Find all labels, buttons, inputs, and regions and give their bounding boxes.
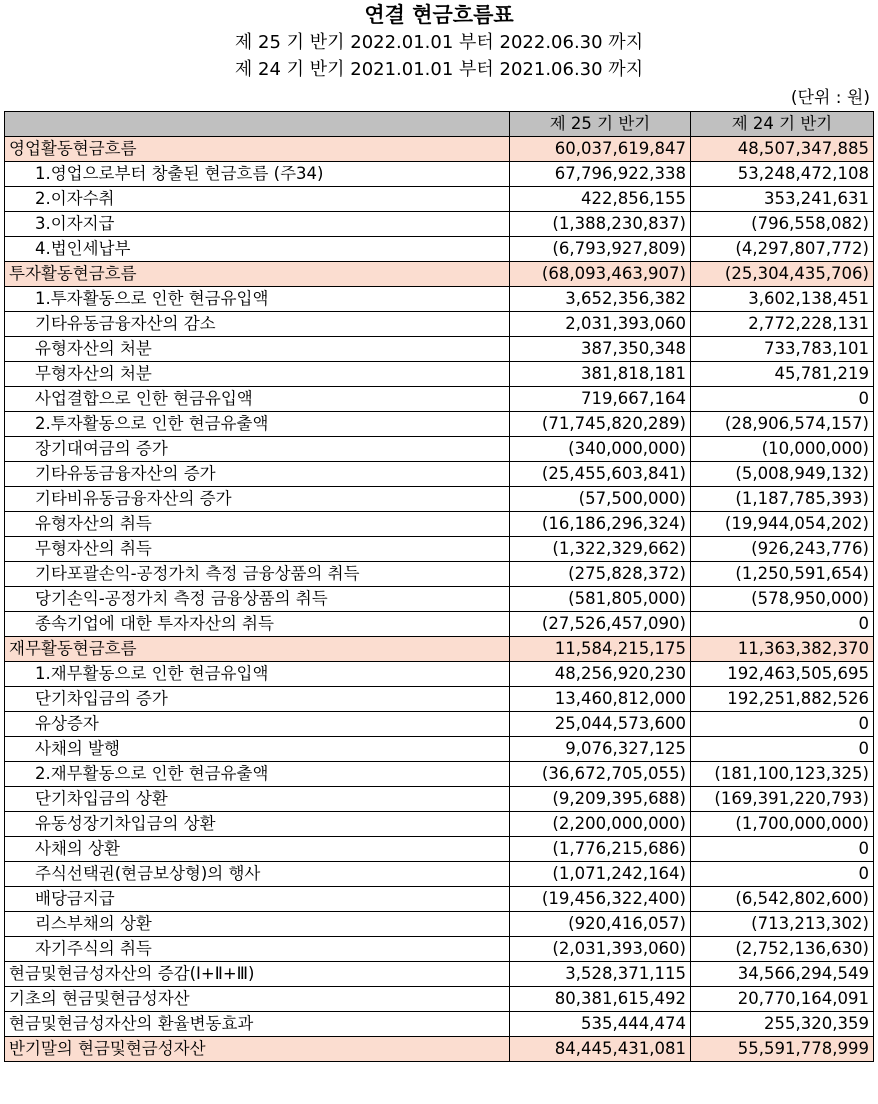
row-current-value: 11,584,215,175	[510, 637, 691, 662]
row-current-value: 535,444,474	[510, 1012, 691, 1037]
row-label: 무형자산의 처분	[5, 362, 510, 387]
statement-title: 연결 현금흐름표	[364, 3, 514, 27]
table-row	[5, 562, 874, 587]
row-previous-value: (1,187,785,393)	[691, 487, 874, 512]
row-current-value: 719,667,164	[510, 387, 691, 412]
row-current-value: (9,209,395,688)	[510, 787, 691, 812]
row-previous-value: 353,241,631	[691, 187, 874, 212]
table-row	[5, 762, 874, 787]
table-row	[5, 862, 874, 887]
row-current-value: (16,186,296,324)	[510, 512, 691, 537]
row-label: 기타비유동금융자산의 증가	[5, 487, 510, 512]
table-row	[5, 987, 874, 1012]
row-previous-value: 20,770,164,091	[691, 987, 874, 1012]
table-row	[5, 587, 874, 612]
row-label: 기타포괄손익-공정가치 측정 금융상품의 취득	[5, 562, 510, 587]
table-row	[5, 362, 874, 387]
row-previous-value: 55,591,778,999	[691, 1037, 874, 1062]
row-previous-value: 192,463,505,695	[691, 662, 874, 687]
row-current-value: 2,031,393,060	[510, 312, 691, 337]
table-row	[5, 462, 874, 487]
row-label: 단기차입금의 상환	[5, 787, 510, 812]
table-row	[5, 812, 874, 837]
row-current-value: (581,805,000)	[510, 587, 691, 612]
row-previous-value: (25,304,435,706)	[691, 262, 874, 287]
row-current-value: 3,652,356,382	[510, 287, 691, 312]
table-row	[5, 237, 874, 262]
table-row	[5, 162, 874, 187]
row-current-value: (19,456,322,400)	[510, 887, 691, 912]
row-label: 기초의 현금및현금성자산	[5, 987, 510, 1012]
row-current-value: 67,796,922,338	[510, 162, 691, 187]
row-label: 당기손익-공정가치 측정 금융상품의 취득	[5, 587, 510, 612]
row-label: 유동성장기차입금의 상환	[5, 812, 510, 837]
row-label: 영업활동현금흐름	[5, 137, 510, 162]
unit-label: (단위 : 원)	[790, 88, 870, 108]
row-label: 현금및현금성자산의 증감(Ⅰ+Ⅱ+Ⅲ)	[5, 962, 510, 987]
row-previous-value: 192,251,882,526	[691, 687, 874, 712]
row-current-value: (36,672,705,055)	[510, 762, 691, 787]
row-current-value: 84,445,431,081	[510, 1037, 691, 1062]
table-row	[5, 412, 874, 437]
row-previous-value: 255,320,359	[691, 1012, 874, 1037]
row-current-value: 60,037,619,847	[510, 137, 691, 162]
row-label: 사채의 발행	[5, 737, 510, 762]
row-label: 1.투자활동으로 인한 현금유입액	[5, 287, 510, 312]
table-row	[5, 312, 874, 337]
row-current-value: 80,381,615,492	[510, 987, 691, 1012]
table-row	[5, 712, 874, 737]
row-label: 사업결합으로 인한 현금유입액	[5, 387, 510, 412]
row-label: 유형자산의 취득	[5, 512, 510, 537]
row-previous-value: 34,566,294,549	[691, 962, 874, 987]
row-previous-value: 53,248,472,108	[691, 162, 874, 187]
table-row	[5, 962, 874, 987]
row-previous-value: 0	[691, 387, 874, 412]
row-label: 1.영업으로부터 창출된 현금흐름 (주34)	[5, 162, 510, 187]
row-previous-value: (181,100,123,325)	[691, 762, 874, 787]
row-current-value: (68,093,463,907)	[510, 262, 691, 287]
row-label: 2.재무활동으로 인한 현금유출액	[5, 762, 510, 787]
row-previous-value: 2,772,228,131	[691, 312, 874, 337]
row-current-value: 9,076,327,125	[510, 737, 691, 762]
row-current-value: 25,044,573,600	[510, 712, 691, 737]
table-row	[5, 212, 874, 237]
row-current-value: 387,350,348	[510, 337, 691, 362]
table-row	[5, 187, 874, 212]
section-row	[5, 637, 874, 662]
row-previous-value: 0	[691, 712, 874, 737]
table-row	[5, 287, 874, 312]
table-row	[5, 912, 874, 937]
table-row	[5, 487, 874, 512]
row-previous-value: (10,000,000)	[691, 437, 874, 462]
row-label: 기타유동금융자산의 감소	[5, 312, 510, 337]
row-current-value: 48,256,920,230	[510, 662, 691, 687]
row-label: 종속기업에 대한 투자자산의 취득	[5, 612, 510, 637]
row-label: 주식선택권(현금보상형)의 행사	[5, 862, 510, 887]
row-current-value: (1,071,242,164)	[510, 862, 691, 887]
row-previous-value: (796,558,082)	[691, 212, 874, 237]
row-current-value: 422,856,155	[510, 187, 691, 212]
row-previous-value: 0	[691, 862, 874, 887]
row-current-value: 3,528,371,115	[510, 962, 691, 987]
table-row	[5, 337, 874, 362]
row-current-value: (275,828,372)	[510, 562, 691, 587]
table-row	[5, 612, 874, 637]
row-current-value: (920,416,057)	[510, 912, 691, 937]
row-previous-value: (578,950,000)	[691, 587, 874, 612]
row-label: 투자활동현금흐름	[5, 262, 510, 287]
row-label: 배당금지급	[5, 887, 510, 912]
period-current: 제 25 기 반기 2022.01.01 부터 2022.06.30 까지	[234, 32, 644, 53]
row-current-value: (1,776,215,686)	[510, 837, 691, 862]
section-row	[5, 262, 874, 287]
row-label: 4.법인세납부	[5, 237, 510, 262]
row-current-value: (1,322,329,662)	[510, 537, 691, 562]
row-label: 현금및현금성자산의 환율변동효과	[5, 1012, 510, 1037]
row-current-value: (6,793,927,809)	[510, 237, 691, 262]
row-current-value: (2,031,393,060)	[510, 937, 691, 962]
row-current-value: 13,460,812,000	[510, 687, 691, 712]
row-label: 유상증자	[5, 712, 510, 737]
row-previous-value: (1,700,000,000)	[691, 812, 874, 837]
row-previous-value: (5,008,949,132)	[691, 462, 874, 487]
row-current-value: (71,745,820,289)	[510, 412, 691, 437]
row-label: 3.이자지급	[5, 212, 510, 237]
row-label: 단기차입금의 증가	[5, 687, 510, 712]
table-row	[5, 662, 874, 687]
row-current-value: (1,388,230,837)	[510, 212, 691, 237]
row-label: 재무활동현금흐름	[5, 637, 510, 662]
table-row	[5, 887, 874, 912]
table-row	[5, 512, 874, 537]
row-previous-value: 45,781,219	[691, 362, 874, 387]
row-label: 1.재무활동으로 인한 현금유입액	[5, 662, 510, 687]
cash-flow-table	[4, 111, 874, 1062]
table-row	[5, 787, 874, 812]
row-current-value: (340,000,000)	[510, 437, 691, 462]
row-previous-value: 0	[691, 737, 874, 762]
row-previous-value: 0	[691, 837, 874, 862]
table-row	[5, 387, 874, 412]
table-row	[5, 687, 874, 712]
row-label: 리스부채의 상환	[5, 912, 510, 937]
row-current-value: (25,455,603,841)	[510, 462, 691, 487]
row-previous-value: (926,243,776)	[691, 537, 874, 562]
row-previous-value: 0	[691, 612, 874, 637]
row-label: 2.이자수취	[5, 187, 510, 212]
table-row	[5, 937, 874, 962]
row-label: 반기말의 현금및현금성자산	[5, 1037, 510, 1062]
row-current-value: 381,818,181	[510, 362, 691, 387]
table-header-row	[5, 112, 874, 137]
header-label	[5, 112, 510, 137]
table-row	[5, 737, 874, 762]
table-body	[5, 137, 874, 1062]
table-row	[5, 537, 874, 562]
row-label: 기타유동금융자산의 증가	[5, 462, 510, 487]
header-previous-period: 제 24 기 반기	[691, 112, 874, 137]
row-label: 유형자산의 처분	[5, 337, 510, 362]
row-label: 자기주식의 취득	[5, 937, 510, 962]
row-previous-value: 3,602,138,451	[691, 287, 874, 312]
row-previous-value: 48,507,347,885	[691, 137, 874, 162]
row-previous-value: (4,297,807,772)	[691, 237, 874, 262]
period-previous: 제 24 기 반기 2021.01.01 부터 2021.06.30 까지	[234, 59, 644, 80]
row-previous-value: (6,542,802,600)	[691, 887, 874, 912]
row-label: 무형자산의 취득	[5, 537, 510, 562]
table-row	[5, 837, 874, 862]
row-label: 2.투자활동으로 인한 현금유출액	[5, 412, 510, 437]
row-previous-value: (2,752,136,630)	[691, 937, 874, 962]
row-label: 사채의 상환	[5, 837, 510, 862]
row-previous-value: 11,363,382,370	[691, 637, 874, 662]
row-previous-value: (713,213,302)	[691, 912, 874, 937]
table-row	[5, 1012, 874, 1037]
row-previous-value: (19,944,054,202)	[691, 512, 874, 537]
section-row	[5, 137, 874, 162]
row-previous-value: 733,783,101	[691, 337, 874, 362]
row-label: 장기대여금의 증가	[5, 437, 510, 462]
section-row	[5, 1037, 874, 1062]
row-previous-value: (169,391,220,793)	[691, 787, 874, 812]
row-current-value: (2,200,000,000)	[510, 812, 691, 837]
row-previous-value: (1,250,591,654)	[691, 562, 874, 587]
table-row	[5, 437, 874, 462]
row-current-value: (27,526,457,090)	[510, 612, 691, 637]
row-current-value: (57,500,000)	[510, 487, 691, 512]
header-current-period: 제 25 기 반기	[510, 112, 691, 137]
row-previous-value: (28,906,574,157)	[691, 412, 874, 437]
